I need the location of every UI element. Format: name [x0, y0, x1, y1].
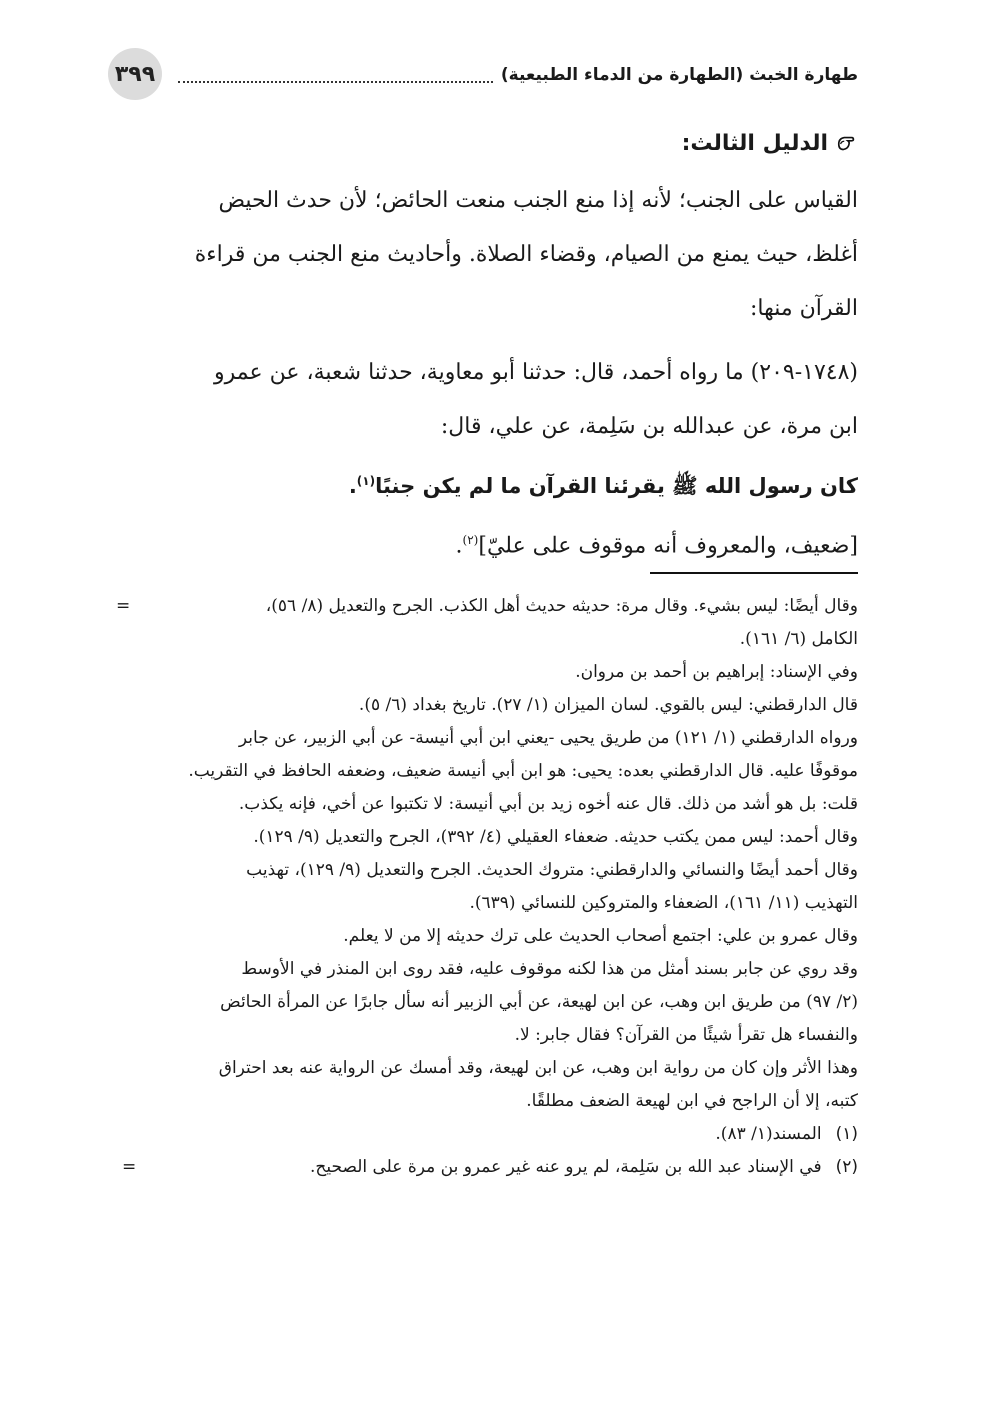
footnote-line: وقال أحمد: ليس ممن يكتب حديثه. ضعفاء العقيلي (٤/ ٣٩٢)، الجرح والتعديل (٩/ ١٢٩).: [253, 827, 858, 847]
grading-text: [ضعيف، والمعروف أنه موقوف على عليّ]: [478, 533, 858, 559]
continuation-mark: =: [116, 596, 131, 616]
footnote-2: [116, 1151, 858, 1184]
paragraph-line: أغلظ، حيث يمنع من الصيام، وقضاء الصلاة. وأحاديث منع الجنب من قراءة: [194, 242, 858, 267]
section-heading: [116, 120, 858, 168]
footnote-separator: [650, 572, 858, 574]
footnote-1: [116, 1118, 858, 1151]
footnotes: [116, 590, 858, 1184]
footnote-ref: (٢): [462, 533, 479, 547]
footnote-line: موقوفًا عليه. قال الدارقطني بعده: يحيى: هو ابن أبي أنيسة ضعيف، وضعفه الحافظ في التقريب.: [188, 761, 858, 781]
footnote-text: المسند(١/ ٨٣).: [715, 1124, 822, 1144]
running-title: طهارة الخبث (الطهارة من الدماء الطبيعية): [500, 65, 858, 85]
footnote-line: وقال أحمد أيضًا والنسائي والدارقطني: متروك الحديث. الجرح والتعديل (٩/ ١٢٩)، تهذيب: [246, 860, 858, 880]
footnote-line: قال الدارقطني: ليس بالقوي. لسان الميزان (١/ ٢٧). تاريخ بغداد (٦/ ٥).: [358, 695, 858, 715]
footnote-text: في الإسناد عبد الله بن سَلِمة، لم يرو عنه غير عمرو بن مرة على الصحيح.: [309, 1157, 822, 1177]
hadith-intro-line: (١٧٤٨-٢٠٩) ما رواه أحمد، قال: حدثنا أبو معاوية، حدثنا شعبة، عن عمرو: [214, 360, 858, 385]
footnote-line: وفي الإسناد: إبراهيم بن أحمد بن مروان.: [575, 662, 858, 682]
hadith-text: كان رسول الله ﷺ يقرئنا القرآن ما لم يكن جنبًا$^{(١)}$.: [348, 474, 858, 498]
footnote-line: (٢/ ٩٧) من طريق ابن وهب، عن ابن لهيعة، عن أبي الزبير أنه سأل جابرًا عن المرأة الحائض: [220, 992, 858, 1012]
footnote-line: وقال عمرو بن علي: اجتمع أصحاب الحديث على ترك حديثه إلا من لا يعلم.: [343, 926, 858, 946]
footnote-line: = وقال أيضًا: ليس بشيء. وقال مرة: حديثه حديث أهل الكذب. الجرح والتعديل (٨/ ٥٦)،: [116, 590, 858, 623]
continues-mark: =: [122, 1157, 137, 1177]
hadith-intro-line: ابن مرة، عن عبدالله بن سَلِمة، عن علي، قال:: [440, 414, 858, 439]
page-header: [108, 48, 858, 100]
footnote-line: وهذا الأثر وإن كان من رواية ابن وهب، عن ابن لهيعة، وقد أمسك عن الرواية عنه بعد احتراق: [218, 1058, 858, 1078]
footnote-line: والنفساء هل تقرأ شيئًا من القرآن؟ فقال جابر: لا.: [514, 1025, 858, 1045]
paragraph-line: القياس على الجنب؛ لأنه إذا منع الجنب منعت الحائض؛ لأن حدث الحيض: [218, 188, 858, 213]
paragraph-line: القرآن منها:: [749, 296, 858, 321]
grading: [ضعيف، والمعروف أنه موقوف على عليّ]$^{(٢)}$.: [455, 533, 858, 559]
footnote-line: الكامل (٦/ ١٦١).: [739, 629, 858, 649]
footnote-line: كتبه، إلا أن الراجح في ابن لهيعة الضعف مطلقًا.: [526, 1091, 858, 1111]
footnote-line: وقد روي عن جابر بسند أمثل من هذا لكنه موقوف عليه، فقد روى ابن المنذر في الأوسط: [241, 959, 858, 979]
page-number: ٣٩٩: [108, 48, 162, 100]
footnote-number: (١): [835, 1124, 858, 1144]
footnote-ref: (١): [356, 474, 376, 488]
footnote-number: (٢): [835, 1157, 858, 1177]
running-head: [178, 60, 858, 90]
footnote-line: ورواه الدارقطني (١/ ١٢١) من طريق يحيى -يعني ابن أبي أنيسة- عن أبي الزبير، عن جابر: [238, 728, 858, 748]
section-heading-text: الدليل الثالث:: [681, 131, 828, 156]
dotted-leader: [178, 67, 493, 83]
pointing-hand-icon: [836, 133, 858, 155]
main-text: [116, 120, 858, 573]
hadith-matn: كان رسول الله ﷺ يقرئنا القرآن ما لم يكن جنبًا: [375, 474, 858, 498]
footnote-line: التهذيب (١١/ ١٦١)، الضعفاء والمتروكين للنسائي (٦٣٩).: [469, 893, 858, 913]
footnote-line: قلت: بل هو أشد من ذلك. قال عنه أخوه زيد بن أبي أنيسة: لا تكتبوا عن أخي، فإنه يكذب.: [238, 794, 858, 814]
